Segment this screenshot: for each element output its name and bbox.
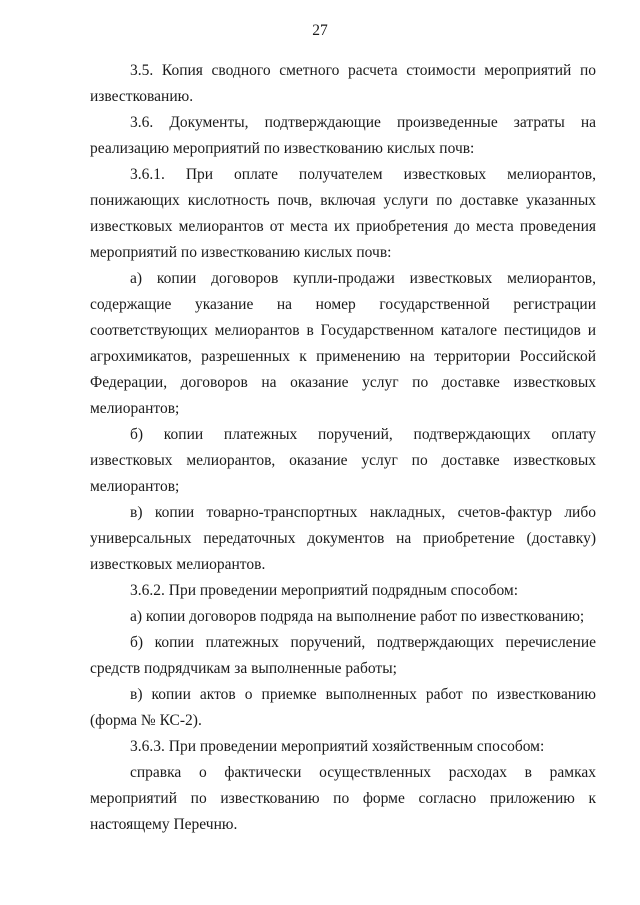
- paragraph-3-6-2: 3.6.2. При проведении мероприятий подрядным способом:: [130, 582, 519, 599]
- paragraph-3-6-2-b: б) копии платежных поручений, подтверждающих перечисление средств подрядчикам за выполненные работы;: [90, 634, 596, 677]
- paragraph-3-6-2-a: а) копии договоров подряда на выполнение работ по известкованию;: [130, 608, 585, 625]
- paragraph-3-5: 3.5. Копия сводного сметного расчета стоимости мероприятий по известкованию.: [90, 62, 596, 105]
- paragraph-3-6-1: 3.6.1. При оплате получателем известковых мелиорантов, понижающих кислотность почв, включая услуги по доставке указанных известковых мелиорантов от места их приобретения до места проведения мероприятий по известкованию кислых почв:: [90, 166, 596, 261]
- document-body: [90, 58, 596, 838]
- paragraph-3-6-3: 3.6.3. При проведении мероприятий хозяйственным способом:: [130, 738, 545, 755]
- paragraph-3-6-3-statement: справка о фактически осуществленных расходах в рамках мероприятий по известкованию по форме согласно приложению к настоящему Перечню.: [90, 764, 596, 833]
- paragraph-3-6-1-a: а) копии договоров купли-продажи известковых мелиорантов, содержащие указание на номер государственной регистрации соответствующих мелиорантов в Государственном каталоге пестицидов и агрохимикатов, разрешенных к применению на территории Российской Федерации, договоров на оказание услуг по доставке известковых мелиорантов;: [90, 270, 596, 417]
- paragraph-3-6-2-v: в) копии актов о приемке выполненных работ по известкованию (форма № КС-2).: [90, 686, 596, 729]
- page-number: 27: [312, 22, 328, 39]
- paragraph-3-6: 3.6. Документы, подтверждающие произведенные затраты на реализацию мероприятий по известкованию кислых почв:: [90, 114, 596, 157]
- paragraph-3-6-1-v: в) копии товарно-транспортных накладных, счетов-фактур либо универсальных передаточных документов на приобретение (доставку) известковых мелиорантов.: [90, 504, 596, 573]
- paragraph-3-6-1-b: б) копии платежных поручений, подтверждающих оплату известковых мелиорантов, оказание услуг по доставке известковых мелиорантов;: [90, 426, 596, 495]
